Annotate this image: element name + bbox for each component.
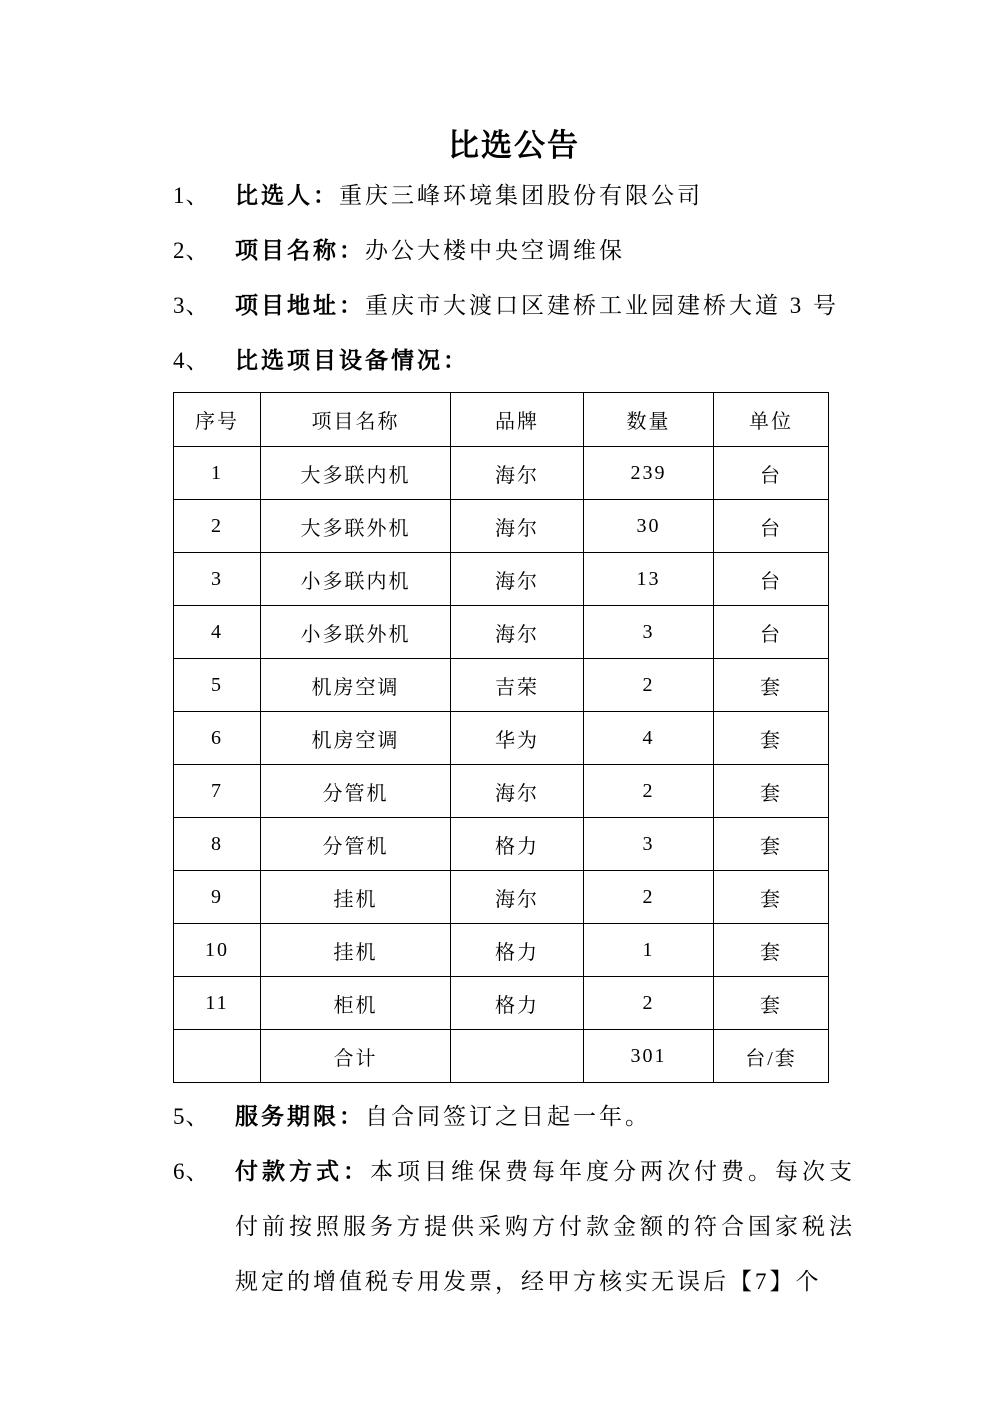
table-row [174, 553, 829, 606]
cell-unit: 台 [714, 606, 829, 659]
list-item-2 [173, 223, 855, 278]
cell-quantity: 3 [584, 606, 714, 659]
cell-unit: 台 [714, 553, 829, 606]
item-1-content [235, 168, 855, 223]
cell-unit: 套 [714, 765, 829, 818]
item-3-text: 重庆市大渡口区建桥工业园建桥大道 3 号 [365, 293, 839, 318]
cell-quantity: 2 [584, 765, 714, 818]
item-3-content [235, 278, 855, 333]
list-item-6 [173, 1144, 855, 1309]
header-cell-name: 项目名称 [261, 393, 451, 447]
table-row [174, 659, 829, 712]
cell-name: 机房空调 [261, 712, 451, 765]
cell-index: 3 [174, 553, 261, 606]
cell-name: 机房空调 [261, 659, 451, 712]
table-row [174, 500, 829, 553]
table-header-row [174, 393, 829, 447]
equipment-table [173, 392, 829, 1083]
cell-name: 挂机 [261, 924, 451, 977]
item-3-label: 项目地址： [235, 293, 365, 318]
cell-brand [451, 1030, 584, 1083]
cell-unit: 台 [714, 500, 829, 553]
table-row [174, 712, 829, 765]
cell-quantity: 2 [584, 977, 714, 1030]
item-1-text: 重庆三峰环境集团股份有限公司 [339, 183, 703, 208]
table-row [174, 447, 829, 500]
cell-quantity: 301 [584, 1030, 714, 1083]
cell-quantity: 2 [584, 659, 714, 712]
cell-brand: 格力 [451, 977, 584, 1030]
item-5-content [235, 1089, 855, 1144]
cell-brand: 海尔 [451, 447, 584, 500]
item-6-text: 本项目维保费每年度分两次付费。每次支付前按照服务方提供采购方付款金额的符合国家税法规定的增值税专用发票，经甲方核实无误后【7】个 [235, 1159, 855, 1294]
cell-quantity: 1 [584, 924, 714, 977]
cell-name: 分管机 [261, 765, 451, 818]
cell-index: 7 [174, 765, 261, 818]
cell-index: 1 [174, 447, 261, 500]
header-cell-unit: 单位 [714, 393, 829, 447]
table-row [174, 977, 829, 1030]
item-4-number: 4、 [173, 348, 210, 373]
cell-name: 小多联外机 [261, 606, 451, 659]
item-5-label: 服务期限： [235, 1104, 365, 1129]
item-2-content [235, 223, 855, 278]
table-row [174, 871, 829, 924]
cell-name: 合计 [261, 1030, 451, 1083]
table-total-row [174, 1030, 829, 1083]
item-6-content [235, 1144, 855, 1309]
header-cell-quantity: 数量 [584, 393, 714, 447]
list-item-1 [173, 168, 855, 223]
list-item-3 [173, 278, 855, 333]
cell-index: 8 [174, 818, 261, 871]
header-cell-index: 序号 [174, 393, 261, 447]
cell-unit: 套 [714, 712, 829, 765]
cell-index [174, 1030, 261, 1083]
cell-unit: 套 [714, 977, 829, 1030]
cell-quantity: 4 [584, 712, 714, 765]
cell-brand: 格力 [451, 818, 584, 871]
table-row [174, 818, 829, 871]
cell-unit: 套 [714, 818, 829, 871]
table-row [174, 924, 829, 977]
item-4-label: 比选项目设备情况： [235, 348, 469, 373]
cell-unit: 台/套 [714, 1030, 829, 1083]
cell-index: 5 [174, 659, 261, 712]
list-item-4 [173, 333, 855, 388]
cell-name: 分管机 [261, 818, 451, 871]
item-1-label: 比选人： [235, 183, 339, 208]
cell-brand: 海尔 [451, 606, 584, 659]
item-1-number: 1、 [173, 183, 210, 208]
cell-index: 2 [174, 500, 261, 553]
page-title: 比选公告 [448, 128, 580, 163]
table-row [174, 765, 829, 818]
cell-quantity: 30 [584, 500, 714, 553]
cell-name: 挂机 [261, 871, 451, 924]
cell-brand: 海尔 [451, 553, 584, 606]
item-6-number: 6、 [173, 1159, 210, 1184]
list-item-5 [173, 1089, 855, 1144]
item-5-text: 自合同签订之日起一年。 [365, 1104, 651, 1129]
cell-quantity: 2 [584, 871, 714, 924]
cell-quantity: 13 [584, 553, 714, 606]
cell-unit: 套 [714, 659, 829, 712]
cell-unit: 台 [714, 447, 829, 500]
cell-name: 大多联外机 [261, 500, 451, 553]
cell-brand: 格力 [451, 924, 584, 977]
item-6-label: 付款方式： [235, 1159, 370, 1184]
cell-quantity: 239 [584, 447, 714, 500]
cell-index: 11 [174, 977, 261, 1030]
cell-name: 柜机 [261, 977, 451, 1030]
table-row [174, 606, 829, 659]
cell-brand: 吉荣 [451, 659, 584, 712]
item-2-text: 办公大楼中央空调维保 [365, 238, 625, 263]
cell-index: 6 [174, 712, 261, 765]
cell-unit: 套 [714, 871, 829, 924]
cell-brand: 海尔 [451, 500, 584, 553]
item-3-number: 3、 [173, 293, 210, 318]
cell-unit: 套 [714, 924, 829, 977]
header-cell-brand: 品牌 [451, 393, 584, 447]
cell-quantity: 3 [584, 818, 714, 871]
item-2-label: 项目名称： [235, 238, 365, 263]
item-2-number: 2、 [173, 238, 210, 263]
cell-brand: 海尔 [451, 765, 584, 818]
cell-name: 大多联内机 [261, 447, 451, 500]
cell-brand: 华为 [451, 712, 584, 765]
cell-index: 9 [174, 871, 261, 924]
cell-name: 小多联内机 [261, 553, 451, 606]
item-4-content [235, 333, 855, 388]
item-5-number: 5、 [173, 1104, 210, 1129]
cell-brand: 海尔 [451, 871, 584, 924]
cell-index: 10 [174, 924, 261, 977]
cell-index: 4 [174, 606, 261, 659]
